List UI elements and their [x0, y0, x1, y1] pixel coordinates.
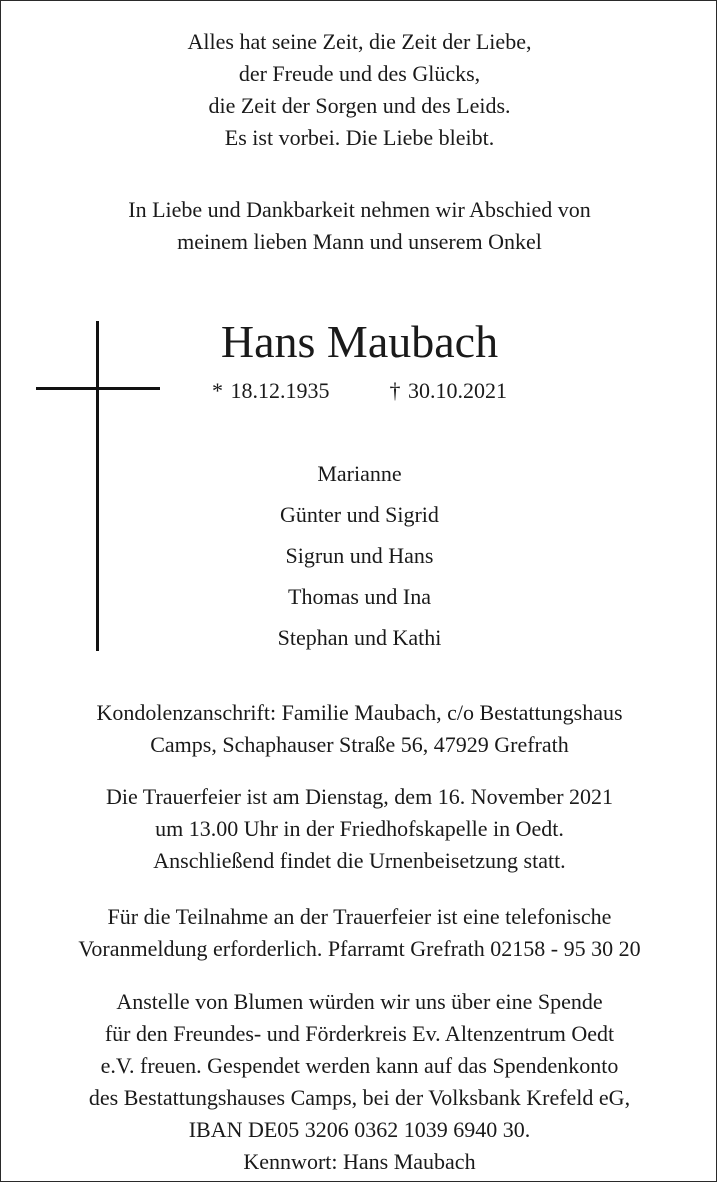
ceremony-line: Die Trauerfeier ist am Dienstag, dem 16. November 2021 [105, 784, 614, 809]
mourner: Sigrun und Hans [285, 543, 434, 568]
mourner: Marianne [317, 461, 402, 486]
registration-info [1, 901, 717, 965]
deceased-name-text: Hans Maubach [220, 316, 499, 367]
registration-line: Voranmeldung erforderlich. Pfarramt Grefrath 02158 - 95 30 20 [78, 936, 641, 961]
mourner: Thomas und Ina [288, 584, 431, 609]
donation-line: IBAN DE05 3206 0362 1039 6940 30. [188, 1117, 531, 1142]
registration-line: Für die Teilnahme an der Trauerfeier ist eine telefonische [107, 904, 612, 929]
farewell-line: meinem lieben Mann und unserem Onkel [177, 229, 542, 254]
poem-line: die Zeit der Sorgen und des Leids. [208, 93, 511, 118]
poem-line: der Freude und des Glücks, [238, 61, 481, 86]
mourners-list [1, 453, 717, 658]
condolence-address [1, 697, 717, 761]
birth-date: * 18.12.1935 [212, 378, 330, 403]
deceased-name [1, 314, 717, 370]
poem [1, 26, 717, 154]
donation-line: für den Freundes- und Förderkreis Ev. Altenzentrum Oedt [104, 1021, 615, 1046]
ceremony-info [1, 781, 717, 877]
farewell-text [1, 194, 717, 258]
donation-line: e.V. freuen. Gespendet werden kann auf das Spendenkonto [100, 1053, 619, 1078]
mourner: Stephan und Kathi [277, 625, 442, 650]
ceremony-line: Anschließend findet die Urnenbeisetzung statt. [153, 848, 566, 873]
donation-line: Anstelle von Blumen würden wir uns über eine Spende [116, 989, 603, 1014]
poem-line: Alles hat seine Zeit, die Zeit der Liebe, [187, 29, 532, 54]
donation-line: Kennwort: Hans Maubach [243, 1149, 476, 1174]
death-date: † 30.10.2021 [389, 378, 507, 403]
donation-line: des Bestattungshauses Camps, bei der Volksbank Krefeld eG, [88, 1085, 631, 1110]
life-dates [1, 377, 717, 405]
farewell-line: In Liebe und Dankbarkeit nehmen wir Abschied von [128, 197, 591, 222]
condolence-line: Kondolenzanschrift: Familie Maubach, c/o Bestattungshaus [96, 700, 623, 725]
ceremony-line: um 13.00 Uhr in der Friedhofskapelle in Oedt. [155, 816, 564, 841]
condolence-line: Camps, Schaphauser Straße 56, 47929 Grefrath [150, 732, 569, 757]
donation-info [1, 986, 717, 1178]
mourner: Günter und Sigrid [280, 502, 439, 527]
poem-line: Es ist vorbei. Die Liebe bleibt. [224, 125, 495, 150]
